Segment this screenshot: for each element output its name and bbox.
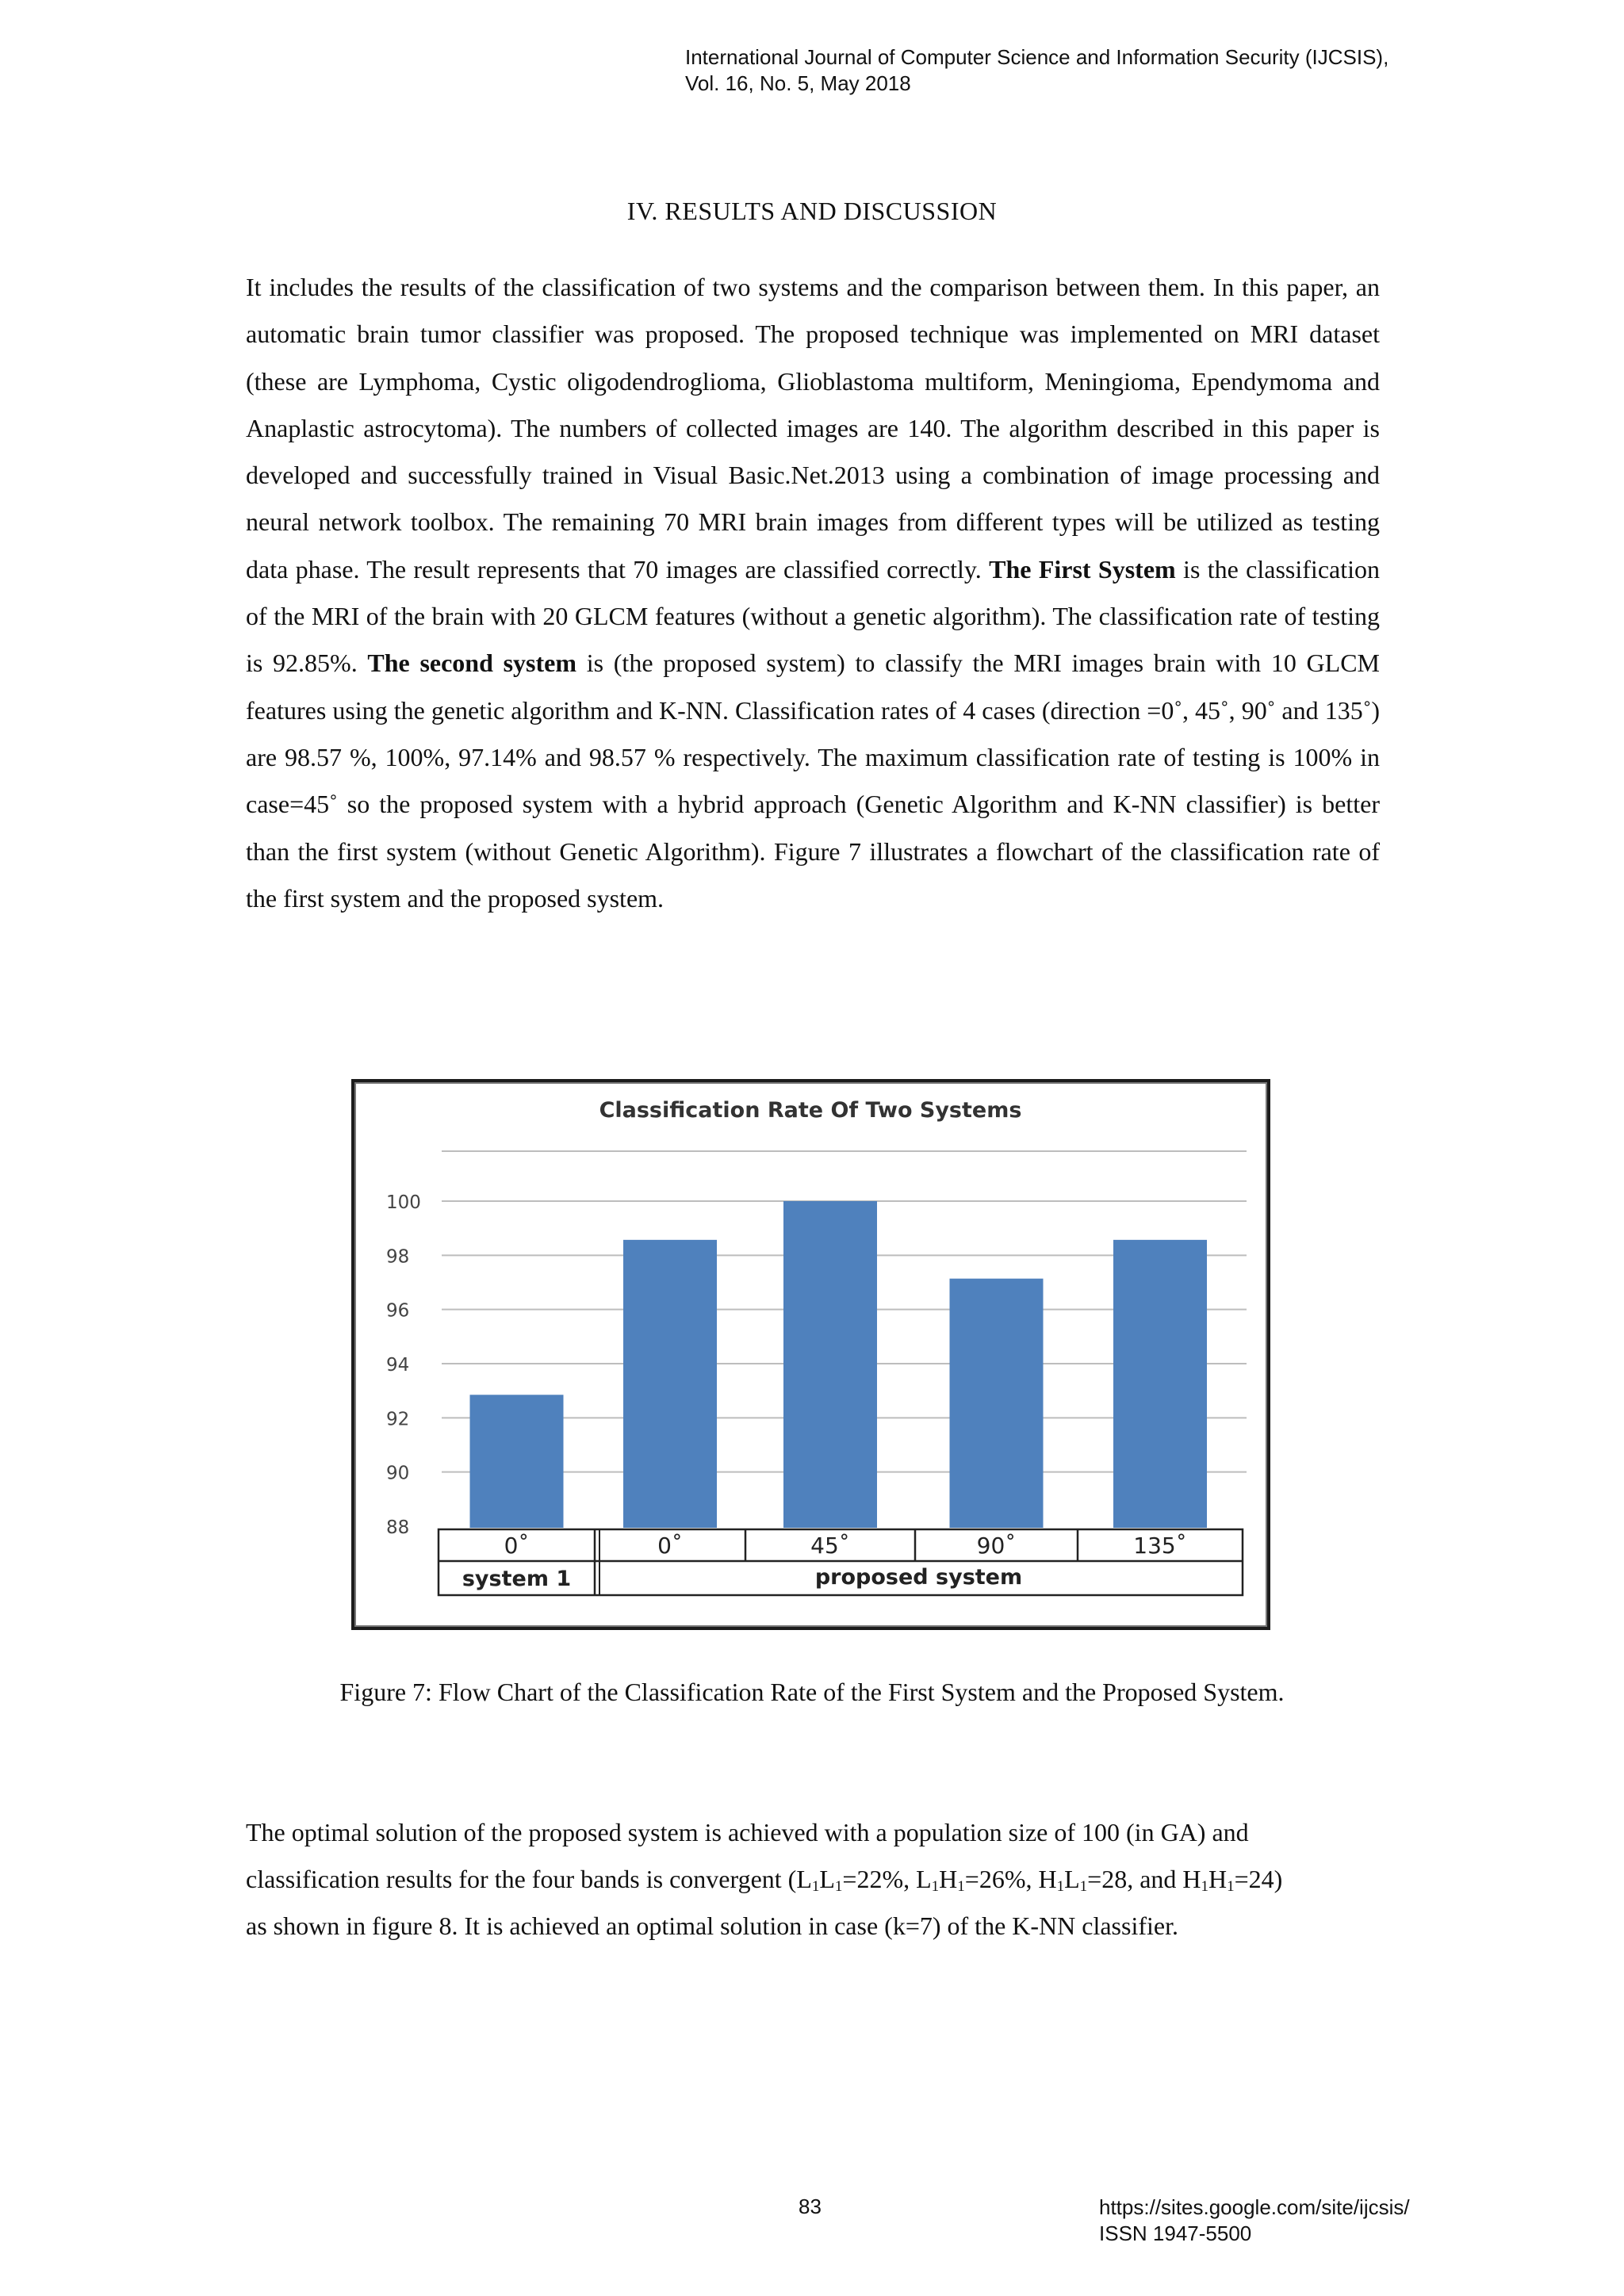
section-title: IV. RESULTS AND DISCUSSION — [626, 197, 998, 225]
x-tick-label: 0˚ — [657, 1533, 683, 1559]
optimal-line2-text: classification results for the four bands is convergent (L — [246, 1865, 812, 1893]
journal-header-line2: Vol. 16, No. 5, May 2018 — [685, 71, 911, 95]
bar-2 — [623, 1240, 717, 1528]
subscript: 1 — [834, 1878, 843, 1895]
second-system-bold: The second system — [367, 649, 577, 678]
x-tick-label: 135˚ — [1133, 1533, 1187, 1559]
optimal-solution-paragraph — [246, 1809, 1380, 1950]
subscript: 1 — [1227, 1878, 1235, 1895]
footer-url: https://sites.google.com/site/ijcsis/ — [1099, 2195, 1410, 2219]
subscript: 1 — [1079, 1878, 1088, 1895]
chart-canvas — [354, 1082, 1267, 1627]
subscript: 1 — [957, 1878, 965, 1895]
journal-header — [685, 44, 1388, 97]
y-tick-label: 96 — [386, 1300, 410, 1322]
results-text-part1: It includes the results of the classification of two systems and the comparison between them. In this paper, an automatic brain tumor classifier was proposed. The proposed technique was implemented on MRI dataset (these are Lymphoma, Cystic oligodendroglioma, Glioblastoma multiform, Meningioma, Ependymoma and Anaplastic astrocytoma). The numbers of collected images are 140. The algorithm described in this paper is developed and successfully trained in Visual Basic.Net.2013 using a combination of image processing and neural network toolbox. The remaining 70 MRI brain images from different types will be utilized as testing data phase. The result represents that 70 images are classified correctly. — [246, 273, 1380, 584]
bar-3 — [783, 1201, 877, 1528]
y-tick-label: 90 — [386, 1463, 410, 1484]
optimal-line2-text: L — [819, 1865, 835, 1893]
subscript: 1 — [1201, 1878, 1208, 1895]
x-tick-label: 90˚ — [976, 1533, 1017, 1559]
x-tick-label: 0˚ — [504, 1533, 530, 1559]
bar-4 — [950, 1279, 1044, 1528]
optimal-line2-text: L — [1064, 1865, 1080, 1893]
page-number: 83 — [799, 2195, 822, 2218]
footer-issn: ISSN 1947-5500 — [1099, 2221, 1252, 2245]
optimal-line2-text: =24) — [1234, 1865, 1283, 1893]
subscript: 1 — [811, 1878, 820, 1895]
figure-caption: Figure 7: Flow Chart of the Classification Rate of the First System and the Proposed System. — [339, 1678, 1285, 1706]
chart-title: Classification Rate Of Two Systems — [599, 1098, 1022, 1123]
results-paragraph — [246, 264, 1380, 922]
first-system-bold: The First System — [989, 554, 1176, 584]
optimal-line2-text: =26%, H — [964, 1865, 1057, 1893]
footer-info — [1099, 2195, 1410, 2247]
journal-header-line1: International Journal of Computer Science and Information Security (IJCSIS), — [685, 45, 1389, 69]
x-tick-label: 45˚ — [810, 1533, 850, 1559]
y-tick-label: 88 — [386, 1517, 410, 1538]
bar-5 — [1113, 1240, 1207, 1528]
results-text-part2: is the classification of the MRI of the brain with 20 GLCM features (without a genetic algorithm). The classification rate of testing is 92.85%. — [246, 554, 1381, 678]
optimal-line2-text: H — [1208, 1865, 1228, 1893]
optimal-line2-text: =28, and H — [1087, 1865, 1201, 1893]
optimal-line3: as shown in figure 8. It is achieved an optimal solution in case (k=7) of the K-NN classifier. — [246, 1911, 1178, 1940]
results-text-part3: is (the proposed system) to classify the MRI images brain with 10 GLCM features using the genetic algorithm and K-NN. Classification rates of 4 cases (direction =0˚, 45˚, 90˚ and 135˚) are 98.57 %, 100%, 97.14% and 98.57 % respectively. The maximum classification rate of testing is 100% in case=45˚ so the proposed system with a hybrid approach (Genetic Algorithm and K-NN classifier) is better than the first system (without Genetic Algorithm). Figure 7 illustrates a flowchart of the classification rate of the first system and the proposed system. — [246, 649, 1381, 913]
group-label-proposed-system: proposed system — [814, 1565, 1023, 1590]
subscript: 1 — [1056, 1878, 1065, 1895]
y-tick-label: 98 — [386, 1246, 410, 1268]
optimal-line2-text: =22%, L — [842, 1865, 932, 1893]
y-tick-label: 100 — [386, 1192, 421, 1213]
y-tick-label: 94 — [386, 1355, 410, 1376]
optimal-line2-text: H — [939, 1865, 958, 1893]
y-tick-label: 92 — [386, 1409, 410, 1430]
classification-rate-chart — [351, 1079, 1270, 1630]
group-label-system-1: system 1 — [462, 1567, 572, 1591]
optimal-line2 — [246, 1856, 1380, 1903]
bar-1 — [470, 1395, 564, 1528]
subscript: 1 — [931, 1878, 940, 1895]
optimal-line1: The optimal solution of the proposed system is achieved with a population size of 100 (in GA) and — [246, 1818, 1249, 1846]
